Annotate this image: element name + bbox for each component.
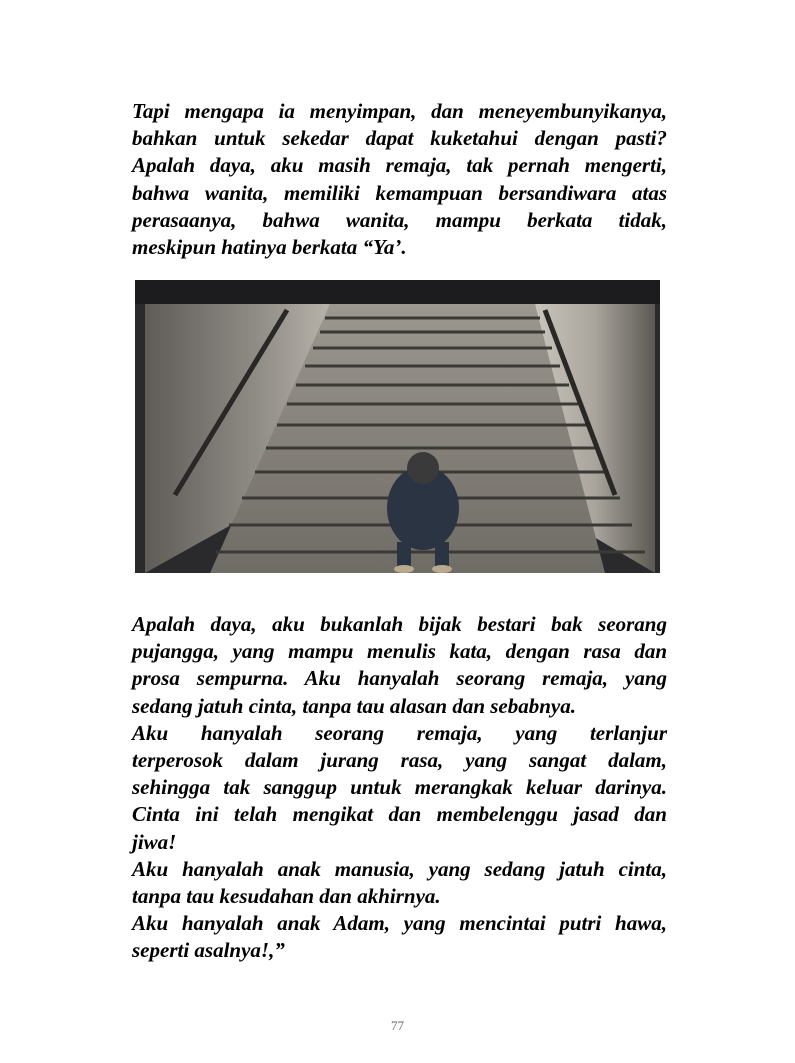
text-line: jiwa! [132, 829, 177, 854]
text-line: sehingga tak sanggup untuk merangkak keluar darinya. [132, 775, 667, 800]
text-line: sedang jatuh cinta, tanpa tau alasan dan sebabnya. [132, 693, 577, 718]
text-line: meskipun hatinya berkata “Ya’. [132, 234, 407, 259]
page-number: 77 [391, 1018, 404, 1033]
paragraph-2 [132, 611, 667, 964]
text-line: Tapi mengapa ia menyimpan, dan meneyembunyikanya, [132, 99, 667, 123]
text-line: Apalah daya, aku masih remaja, tak pernah mengerti, [132, 153, 667, 178]
text-line: bahwa wanita, memiliki kemampuan bersandiwara atas [132, 180, 667, 205]
text-line: perasaanya, bahwa wanita, mampu berkata tidak, [132, 207, 667, 232]
stairs-photo [135, 280, 660, 573]
text-line: Aku hanyalah seorang remaja, yang terlanjur [132, 720, 667, 745]
text-line: Apalah daya, aku bukanlah bijak bestari bak seorang [132, 612, 667, 636]
text-line: bahkan untuk sekedar dapat kuketahui dengan pasti? [132, 126, 667, 151]
text-line: pujangga, yang mampu menulis kata, dengan rasa dan [132, 639, 667, 664]
text-line: prosa sempurna. Aku hanyalah seorang remaja, yang [132, 666, 667, 691]
paragraph-1 [132, 98, 667, 261]
text-line: Cinta ini telah mengikat dan membelenggu jasad dan [132, 802, 667, 827]
text-line: terperosok dalam jurang rasa, yang sangat dalam, [132, 747, 667, 772]
text-line: seperti asalnya!,” [132, 938, 285, 963]
text-line: tanpa tau kesudahan dan akhirnya. [132, 883, 441, 908]
text-line: Aku hanyalah anak Adam, yang mencintai putri hawa, [132, 911, 667, 936]
text-line: Aku hanyalah anak manusia, yang sedang jatuh cinta, [132, 856, 667, 881]
